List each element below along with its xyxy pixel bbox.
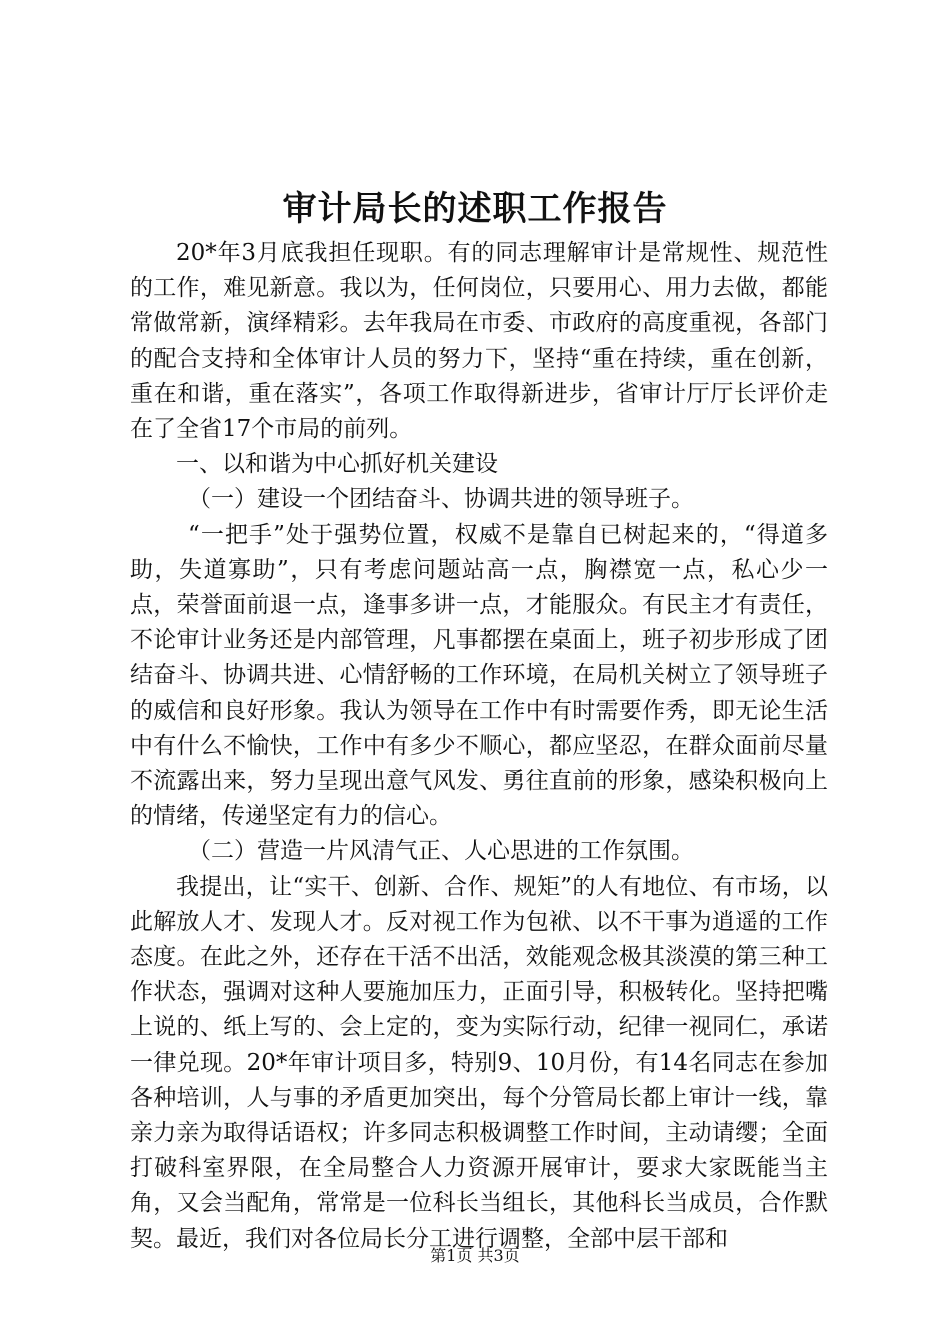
paragraph-atmosphere: 我提出，让“实干、创新、合作、规矩”的人有地位、有市场，以此解放人才、发现人才。反对视工作为包袱、以不干事为逍遥的工作态度。在此之外，还存在干活不出活，效能观念极其淡漠的第三种工作状态，强调对这种人要施加压力，正面引导，积极转化。坚持把嘴上说的、纸上写的、会上定的，变为实际行动，纪律一视同仁，承诺一律兑现。20*年审计项目多，特别9、10月份，有14名同志在参加各种培训，人与事的矛盾更加突出，每个分管局长都上审计一线，靠亲力亲为取得话语权；许多同志积极调整工作时间，主动请缨；全面打破科室界限，在全局整合人力资源开展审计，要求大家既能当主角，又会当配角，常常是一位科长当组长，其他科长当成员，合作默契。最近，我们对各位局长分工进行调整，全部中层干部和 [130, 873, 828, 1252]
document-body [130, 236, 828, 1257]
paragraph-intro: 20*年3月底我担任现职。有的同志理解审计是常规性、规范性的工作，难见新意。我以为，任何岗位，只要用心、用力去做，都能常做常新，演绎精彩。去年我局在市委、市政府的高度重视，各部门的配合支持和全体审计人员的努力下，坚持“重在持续，重在创新，重在和谐，重在落实”，各项工作取得新进步，省审计厅厅长评价走在了全省17个市局的前列。 [130, 240, 828, 443]
subsection-heading-2: （二）营造一片风清气正、人心思进的工作氛围。 [188, 838, 694, 865]
document-title: 审计局长的述职工作报告 [282, 189, 668, 229]
subsection-heading-1: （一）建设一个团结奋斗、协调共进的领导班子。 [188, 486, 694, 513]
page-footer: 第1页 共3页 [430, 1246, 520, 1265]
paragraph-leadership: “一把手”处于强势位置，权威不是靠自已树起来的，“得道多助，失道寡助”，只有考虑问题站高一点，胸襟宽一点，私心少一点，荣誉面前退一点，逢事多讲一点，才能服众。有民主才有责任，不论审计业务还是内部管理，凡事都摆在桌面上，班子初步形成了团结奋斗、协调共进、心情舒畅的工作环境，在局机关树立了领导班子的威信和良好形象。我认为领导在工作中有时需要作秀，即无论生活中有什么不愉快，工作中有多少不顺心，都应坚忍，在群众面前尽量不流露出来，努力呈现出意气风发、勇往直前的形象，感染积极向上的情绪，传递坚定有力的信心。 [130, 521, 828, 830]
section-heading-1: 一、以和谐为中心抓好机关建设 [176, 451, 498, 478]
